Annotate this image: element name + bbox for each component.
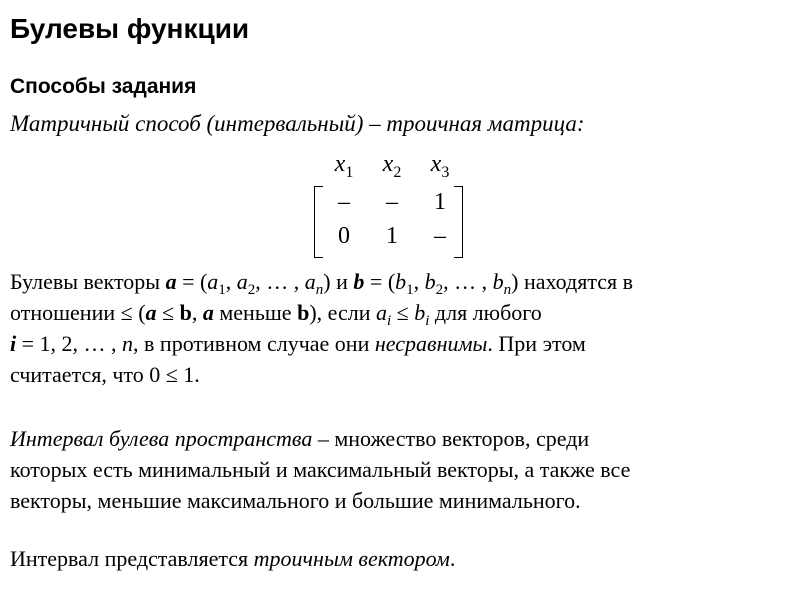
ternary-matrix [310, 150, 470, 260]
text-line: которых есть минимальный и максимальный векторы, а также все [10, 457, 631, 482]
matrix-cell: – [338, 189, 350, 215]
text-line: Интервал булева пространства – множество векторов, среди [10, 426, 590, 451]
matrix-var-x2: $x_2$ [382, 151, 402, 181]
paragraph-interval-definition [10, 423, 780, 516]
text-line: векторы, меньшие максимального и большие минимального. [10, 488, 581, 513]
matrix-var-x1: $x_1$ [334, 151, 354, 181]
matrix-cell: – [434, 223, 446, 249]
matrix-cell: 1 [386, 223, 398, 249]
text-line: считается, что 0 ≤ 1. [10, 362, 200, 387]
matrix-cell: 1 [434, 189, 446, 215]
slide-title: Булевы функции [10, 13, 250, 44]
paragraph-vector-order [10, 266, 780, 390]
text-line: i = 1, 2, … , n, в противном случае они несравнимы. При этом [10, 331, 586, 356]
paragraph-interval-representation [10, 543, 780, 574]
matrix-var-x3: $x_3$ [430, 151, 450, 181]
text-line: Интервал представляется троичным вектором. [10, 546, 456, 571]
text-line: отношении ≤ (a ≤ b, a меньше b), если $a_i \le b_i$ для любого [10, 300, 542, 329]
matrix-caption: Матричный способ (интервальный) – троичная матрица: [10, 111, 585, 136]
matrix-cell: 0 [338, 223, 350, 249]
slide-subtitle: Способы задания [10, 75, 197, 98]
matrix-cell: – [386, 189, 398, 215]
text-line: Булевы векторы $a = (a_1$, $a_2$, … , $a_n$) и $b = (b_1$, $b_2$, … , $b_n$) находятся в [10, 269, 633, 298]
